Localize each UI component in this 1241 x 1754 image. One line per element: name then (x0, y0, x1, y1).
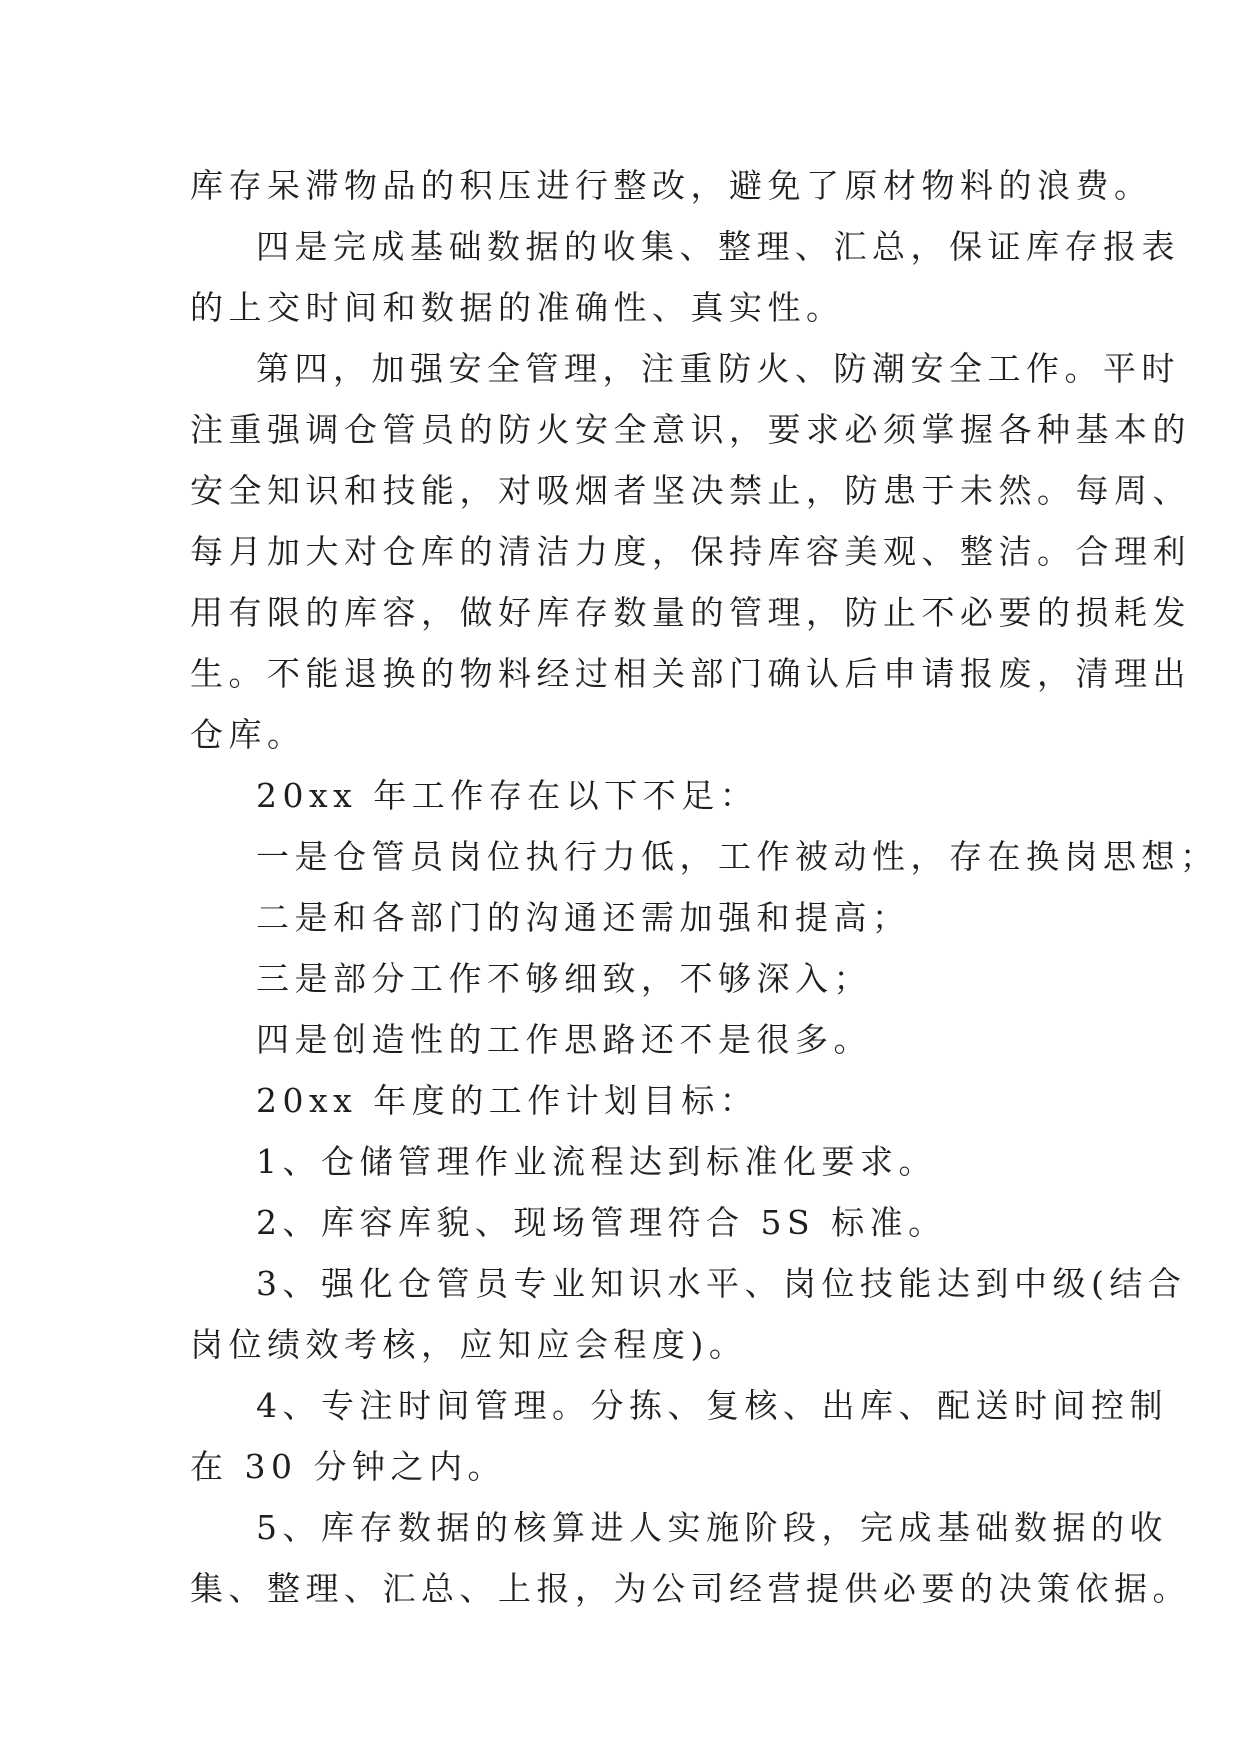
text-line: 库存呆滞物品的积压进行整改，避免了原材物料的浪费。 (190, 166, 1153, 205)
text-line: 的上交时间和数据的准确性、真实性。 (190, 288, 845, 327)
text-line: 岗位绩效考核，应知应会程度)。 (190, 1325, 748, 1364)
text-line: 1、仓储管理作业流程达到标准化要求。 (256, 1142, 937, 1181)
text-line: 3、强化仓管员专业知识水平、岗位技能达到中级(结合 (256, 1264, 1187, 1303)
document-body (190, 155, 1219, 1619)
text-line: 2、库容库貌、现场管理符合 5S 标准。 (256, 1203, 947, 1242)
text-line: 注重强调仓管员的防火安全意识，要求必须掌握各种基本的 (190, 410, 1191, 449)
text-line: 二是和各部门的沟通还需加强和提高； (256, 898, 911, 937)
text-line: 一是仓管员岗位执行力低，工作被动性，存在换岗思想； (256, 837, 1219, 876)
text-line: 仓库。 (190, 715, 306, 754)
text-line: 4、专注时间管理。分拣、复核、出库、配送时间控制 (256, 1386, 1168, 1425)
text-line: 在 30 分钟之内。 (190, 1447, 506, 1486)
text-line: 四是完成基础数据的收集、整理、汇总，保证库存报表 (256, 227, 1180, 266)
text-line: 三是部分工作不够细致，不够深入； (256, 959, 872, 998)
text-line: 四是创造性的工作思路还不是很多。 (256, 1020, 872, 1059)
text-line: 20xx 年工作存在以下不足： (256, 776, 759, 815)
text-line: 第四，加强安全管理，注重防火、防潮安全工作。平时 (256, 349, 1180, 388)
text-line: 生。不能退换的物料经过相关部门确认后申请报废，清理出 (190, 654, 1191, 693)
text-line: 集、整理、汇总、上报，为公司经营提供必要的决策依据。 (190, 1569, 1191, 1608)
text-line: 每月加大对仓库的清洁力度，保持库容美观、整洁。合理利 (190, 532, 1191, 571)
text-line: 5、库存数据的核算进人实施阶段，完成基础数据的收 (256, 1508, 1168, 1547)
text-line: 用有限的库容，做好库存数量的管理，防止不必要的损耗发 (190, 593, 1191, 632)
text-line: 安全知识和技能，对吸烟者坚决禁止，防患于未然。每周、 (190, 471, 1191, 510)
text-line: 20xx 年度的工作计划目标： (256, 1081, 759, 1120)
